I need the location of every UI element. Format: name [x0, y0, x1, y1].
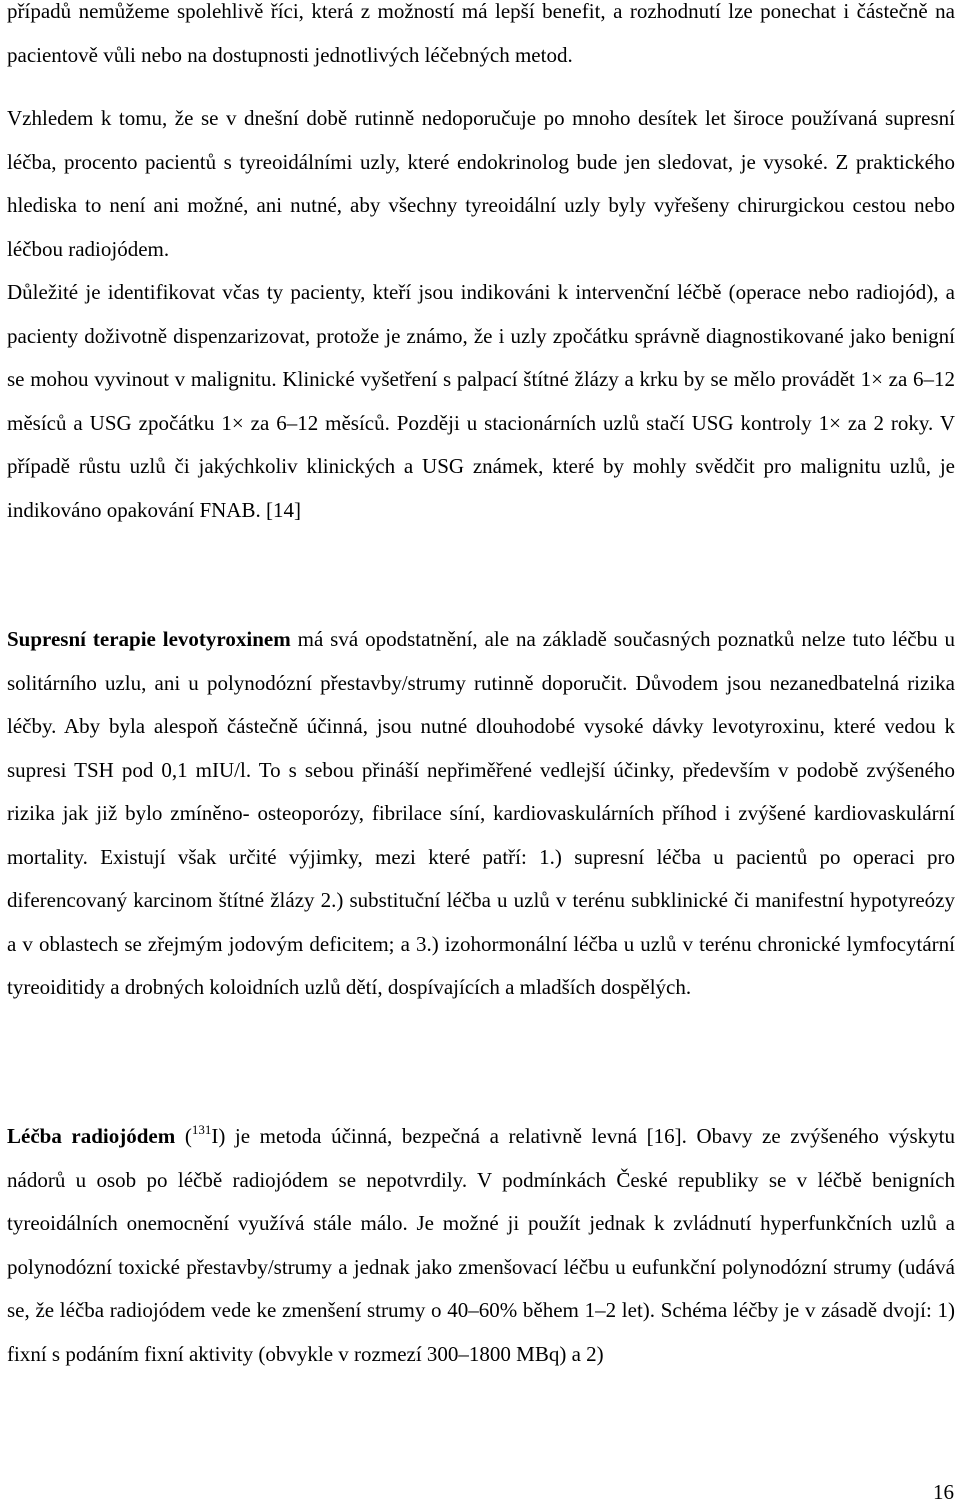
- paragraph-5-open: (: [175, 1124, 192, 1148]
- page-number: 16: [933, 1480, 954, 1504]
- paragraph-suppressive-therapy: [7, 618, 955, 1010]
- isotope-mass-number: 131: [191, 1122, 212, 1137]
- paragraph-4-text: má svá opodstatnění, ale na základě současných poznatků nelze tuto léčbu u solitárního uzlu, ani u polynodózní přestavby/strumy rutinně doporučit. Důvodem jsou nezanedbatelná rizika léčby. Aby byla alespoň částečně účinná, jsou nutné dlouhodobé vysoké dávky levotyroxinu, které vedou k supresi TSH pod 0,1 mIU/l. To s sebou přináší nepřiměřené vedlejší účinky, především v podobě zvýšeného rizika jak již bylo zmíněno- osteoporózy, fibrilace síní, kardiovaskulárních příhod i zvýšené kardiovaskulární mortality. Existují však určité výjimky, mezi které patří: 1.) supresní léčba u pacientů po operaci pro diferencovaný karcinom štítné žlázy 2.) substituční léčba u uzlů v terénu subklinické či manifestní hypotyreózy a v oblastech se zřejmým jodovým deficitem; a 3.) izohormonální léčba u uzlů v terénu chronické lymfocytární tyreoiditidy a drobných koloidních uzlů dětí, dospívajících a mladších dospělých.: [7, 627, 956, 999]
- heading-radioiodine: Léčba radiojódem: [7, 1124, 176, 1148]
- paragraph-2: Vzhledem k tomu, že se v dnešní době rutinně nedoporučuje po mnoho desítek let široce používaná supresní léčba, procento pacientů s tyreoidálními uzly, které endokrinolog bude jen sledovat, je vysoké. Z praktického hlediska to není ani možné, ani nutné, aby všechny tyreoidální uzly byly vyřešeny chirurgickou cestou nebo léčbou radiojódem.: [7, 106, 955, 261]
- heading-suppressive-therapy: Supresní terapie levotyroxinem: [7, 627, 291, 651]
- paragraph-5-text: I) je metoda účinná, bezpečná a relativně levná [16]. Obavy ze zvýšeného výskytu nádorů u osob po léčbě radiojódem se nepotvrdily. V podmínkách České republiky se v léčbě benigních tyreoidálních onemocnění využívá stále málo. Je možné ji použít jednak k zvládnutí hyperfunkčních uzlů a polynodózní toxické přestavby/strumy a jednak jako zmenšovací léčbu u eufunkční polynodózní strumy (udává se, že léčba radiojódem vede ke zmenšení strumy o 40–60% během 1–2 let). Schéma léčby je v zásadě dvojí: 1) fixní s podáním fixní aktivity (obvykle v rozmezí 300–1800 MBq) a 2): [7, 1124, 955, 1366]
- paragraph-radioiodine: [7, 1115, 955, 1376]
- paragraph-3: Důležité je identifikovat včas ty pacienty, kteří jsou indikováni k intervenční léčbě (operace nebo radiojód), a pacienty doživotně dispenzarizovat, protože je známo, že i uzly zpočátku správně diagnostikované jako benigní se mohou vyvinout v malignitu. Klinické vyšetření s palpací štítné žlázy a krku by se mělo provádět 1× za 6–12 měsíců a USG zpočátku 1× za 6–12 měsíců. Později u stacionárních uzlů stačí USG kontroly 1× za 2 roky. V případě růstu uzlů či jakýchkoliv klinických a USG známek, které by mohly svědčit pro malignitu uzlů, je indikováno opakování FNAB. [14]: [7, 280, 955, 522]
- paragraph-1: případů nemůžeme spolehlivě říci, která z možností má lepší benefit, a rozhodnutí lze ponechat i částečně na pacientově vůli nebo na dostupnosti jednotlivých léčebných metod.: [7, 0, 955, 67]
